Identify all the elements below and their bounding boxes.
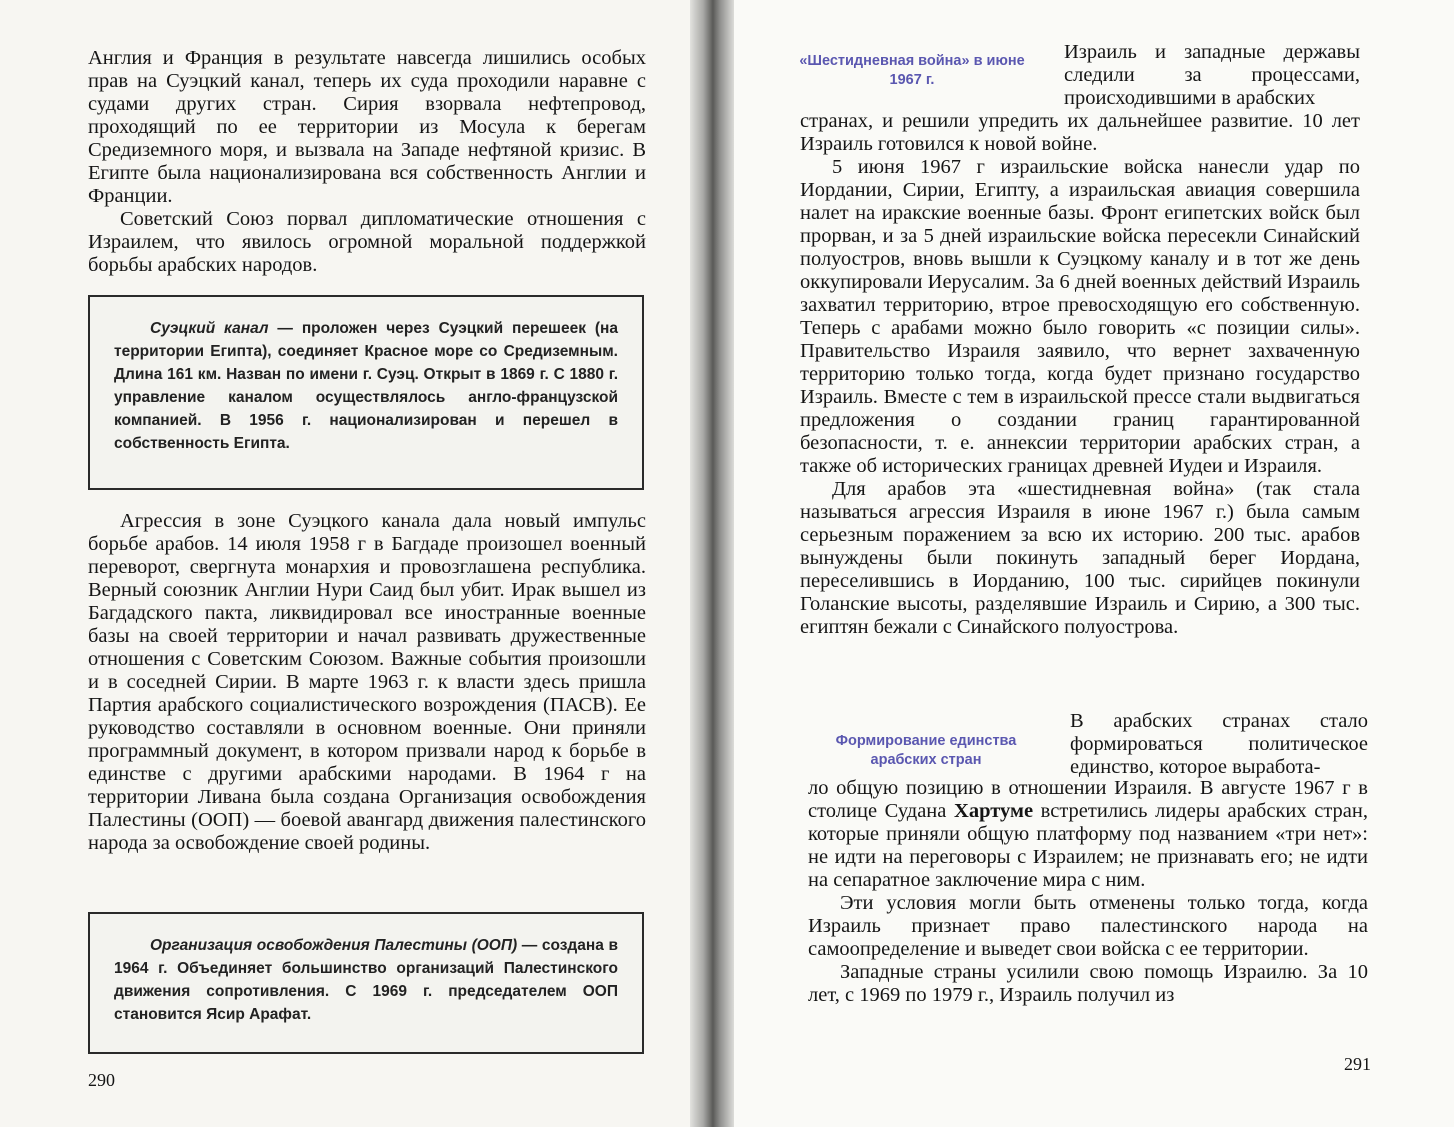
right-paragraph-2: 5 июня 1967 г израильские войска нанесли удар по Иордании, Сирии, Египту, а израильская авиация совершила налет на иракские военные базы. Фронт египетских войск был прорван, и за 5 дней израильские войска пересекли Синайский полуостров, вновь вышли к Суэцкому каналу и в тот же день оккупировали Иерусалим. За 6 дней военных действий Израиль захватил территорию, втрое превосходящую его собственную. Теперь с арабами можно было говорить «с позиции силы». Правительство Израиля заявило, что вернет захваченную территорию только тогда, когда будет признано государство Израиль. Вместе с тем в израильской прессе стали выдвигаться предложения о создании границ гарантированной безопасности, т. е. аннексии территории арабских стран, а также об исторических границах древней Иудеи и Израиля.	[800, 156, 1360, 477]
definition-box-plo	[88, 912, 644, 1054]
right-paragraph-5: Эти условия могли быть отменены только тогда, когда Израиль признает право палестинского народа на самоопределение и выведет свои войска с ее территории.	[808, 892, 1368, 960]
right-paragraph-4-part-b: встретились лидеры арабских стран, которые приняли общую платформу под названием «три нет»: не идти на переговоры с Израилем; не признавать его; не идти на сепаратное заключение мира с ним.	[808, 800, 1368, 891]
book-gutter	[690, 0, 734, 1127]
left-paragraph-2: Советский Союз порвал дипломатические отношения с Израилем, что явилось огромной моральной поддержкой борьбы арабских народов.	[88, 208, 646, 276]
right-wrap-text-2	[1070, 710, 1368, 779]
left-text-block-2	[88, 510, 646, 855]
right-paragraph-6: Западные страны усилили свою помощь Израилю. За 10 лет, с 1969 по 1979 г., Израиль получил из	[808, 961, 1368, 1006]
page-number-left: 290	[88, 1070, 115, 1090]
definition-term-plo: Организация освобождения Палестины (ООП)	[150, 937, 518, 954]
right-text-block-2	[808, 777, 1368, 1007]
right-paragraph-4	[808, 777, 1368, 892]
left-paragraph-1: Англия и Франция в результате навсегда лишились особых прав на Суэцкий канал, теперь их суда проходили наравне с судами других стран. Сирия взорвала нефтепровод, проходящий по ее территории из Мосула к берегам Средиземного моря, и вызвала на Западе нефтяной кризис. В Египте была национализирована вся собственность Англии и Франции.	[88, 47, 646, 207]
right-wrap-text-1	[1064, 41, 1360, 110]
right-wrap-paragraph-1: Израиль и западные державы следили за процессами, происходившими в арабских	[1064, 41, 1360, 109]
definition-box-suez-canal	[88, 295, 644, 490]
right-wrap-paragraph-2: В арабских странах стало формироваться политическое единство, которое выработа-	[1070, 710, 1368, 778]
definition-text-suez: — проложен через Суэцкий перешеек (на территории Египта), соединяет Красное море со Средиземным. Длина 161 км. Назван по имени г. Суэц. Открыт в 1869 г. С 1880 г. управление каналом осуществлялось англо-французской компанией. В 1956 г. национализирован и перешел в собственность Египта.	[114, 320, 618, 452]
left-paragraph-3: Агрессия в зоне Суэцкого канала дала новый импульс борьбе арабов. 14 июля 1958 г в Багдаде произошел военный переворот, свергнута монархия и провозглашена республика. Верный союзник Англии Нури Саид был убит. Ирак вышел из Багдадского пакта, ликвидировал все иностранные военные базы на своей территории и начал развивать дружественные отношения с Советским Союзом. Важные события произошли и в соседней Сирии. В марте 1963 г. к власти здесь пришла Партия арабского социалистического возрождения (ПАСВ). Ее руководство составляли в основном военные. Они приняли программный документ, в котором призвали народ к борьбе в единстве с другими арабскими народами. В 1964 г на территории Ливана была создана Организация освобождения Палестины (ООП) — боевой авангард движения палестинского народа за освобождение своей родины.	[88, 510, 646, 854]
right-text-block-1	[800, 110, 1360, 639]
left-page	[0, 0, 690, 1127]
left-text-block-1	[88, 47, 646, 277]
definition-term-suez: Суэцкий канал	[150, 320, 269, 337]
right-paragraph-3: Для арабов эта «шестидневная война» (так стала называться агрессия Израиля в июне 1967 г.) была самым серьезным поражением за всю их историю. 200 тыс. арабов вынуждены были покинуть западный берег Иордана, переселившись в Иорданию, 100 тыс. сирийцев покинули Голанские высоты, разделявшие Израиль и Сирию, а 300 тыс. египтян бежали с Синайского полуострова.	[800, 478, 1360, 638]
section-heading-six-day-war: «Шестидневная война» в июне 1967 г.	[799, 53, 1025, 88]
page-number-right: 291	[1344, 1054, 1371, 1074]
section-heading-arab-unity: Формирование единства арабских стран	[835, 733, 1017, 768]
definition-text-plo: — создана в 1964 г. Объединяет большинство организаций Палестинского движения сопротивления. С 1969 г. председателем ООП становится Ясир Арафат.	[114, 937, 618, 1023]
right-paragraph-1-cont: странах, и решили упредить их дальнейшее развитие. 10 лет Израиль готовился к новой войне.	[800, 110, 1360, 155]
khartoum-bold: Хартуме	[954, 800, 1034, 822]
right-paragraph-4-part-a: ло общую позицию в отношении Израиля. В августе 1967 г в столице Судана	[808, 777, 1368, 822]
